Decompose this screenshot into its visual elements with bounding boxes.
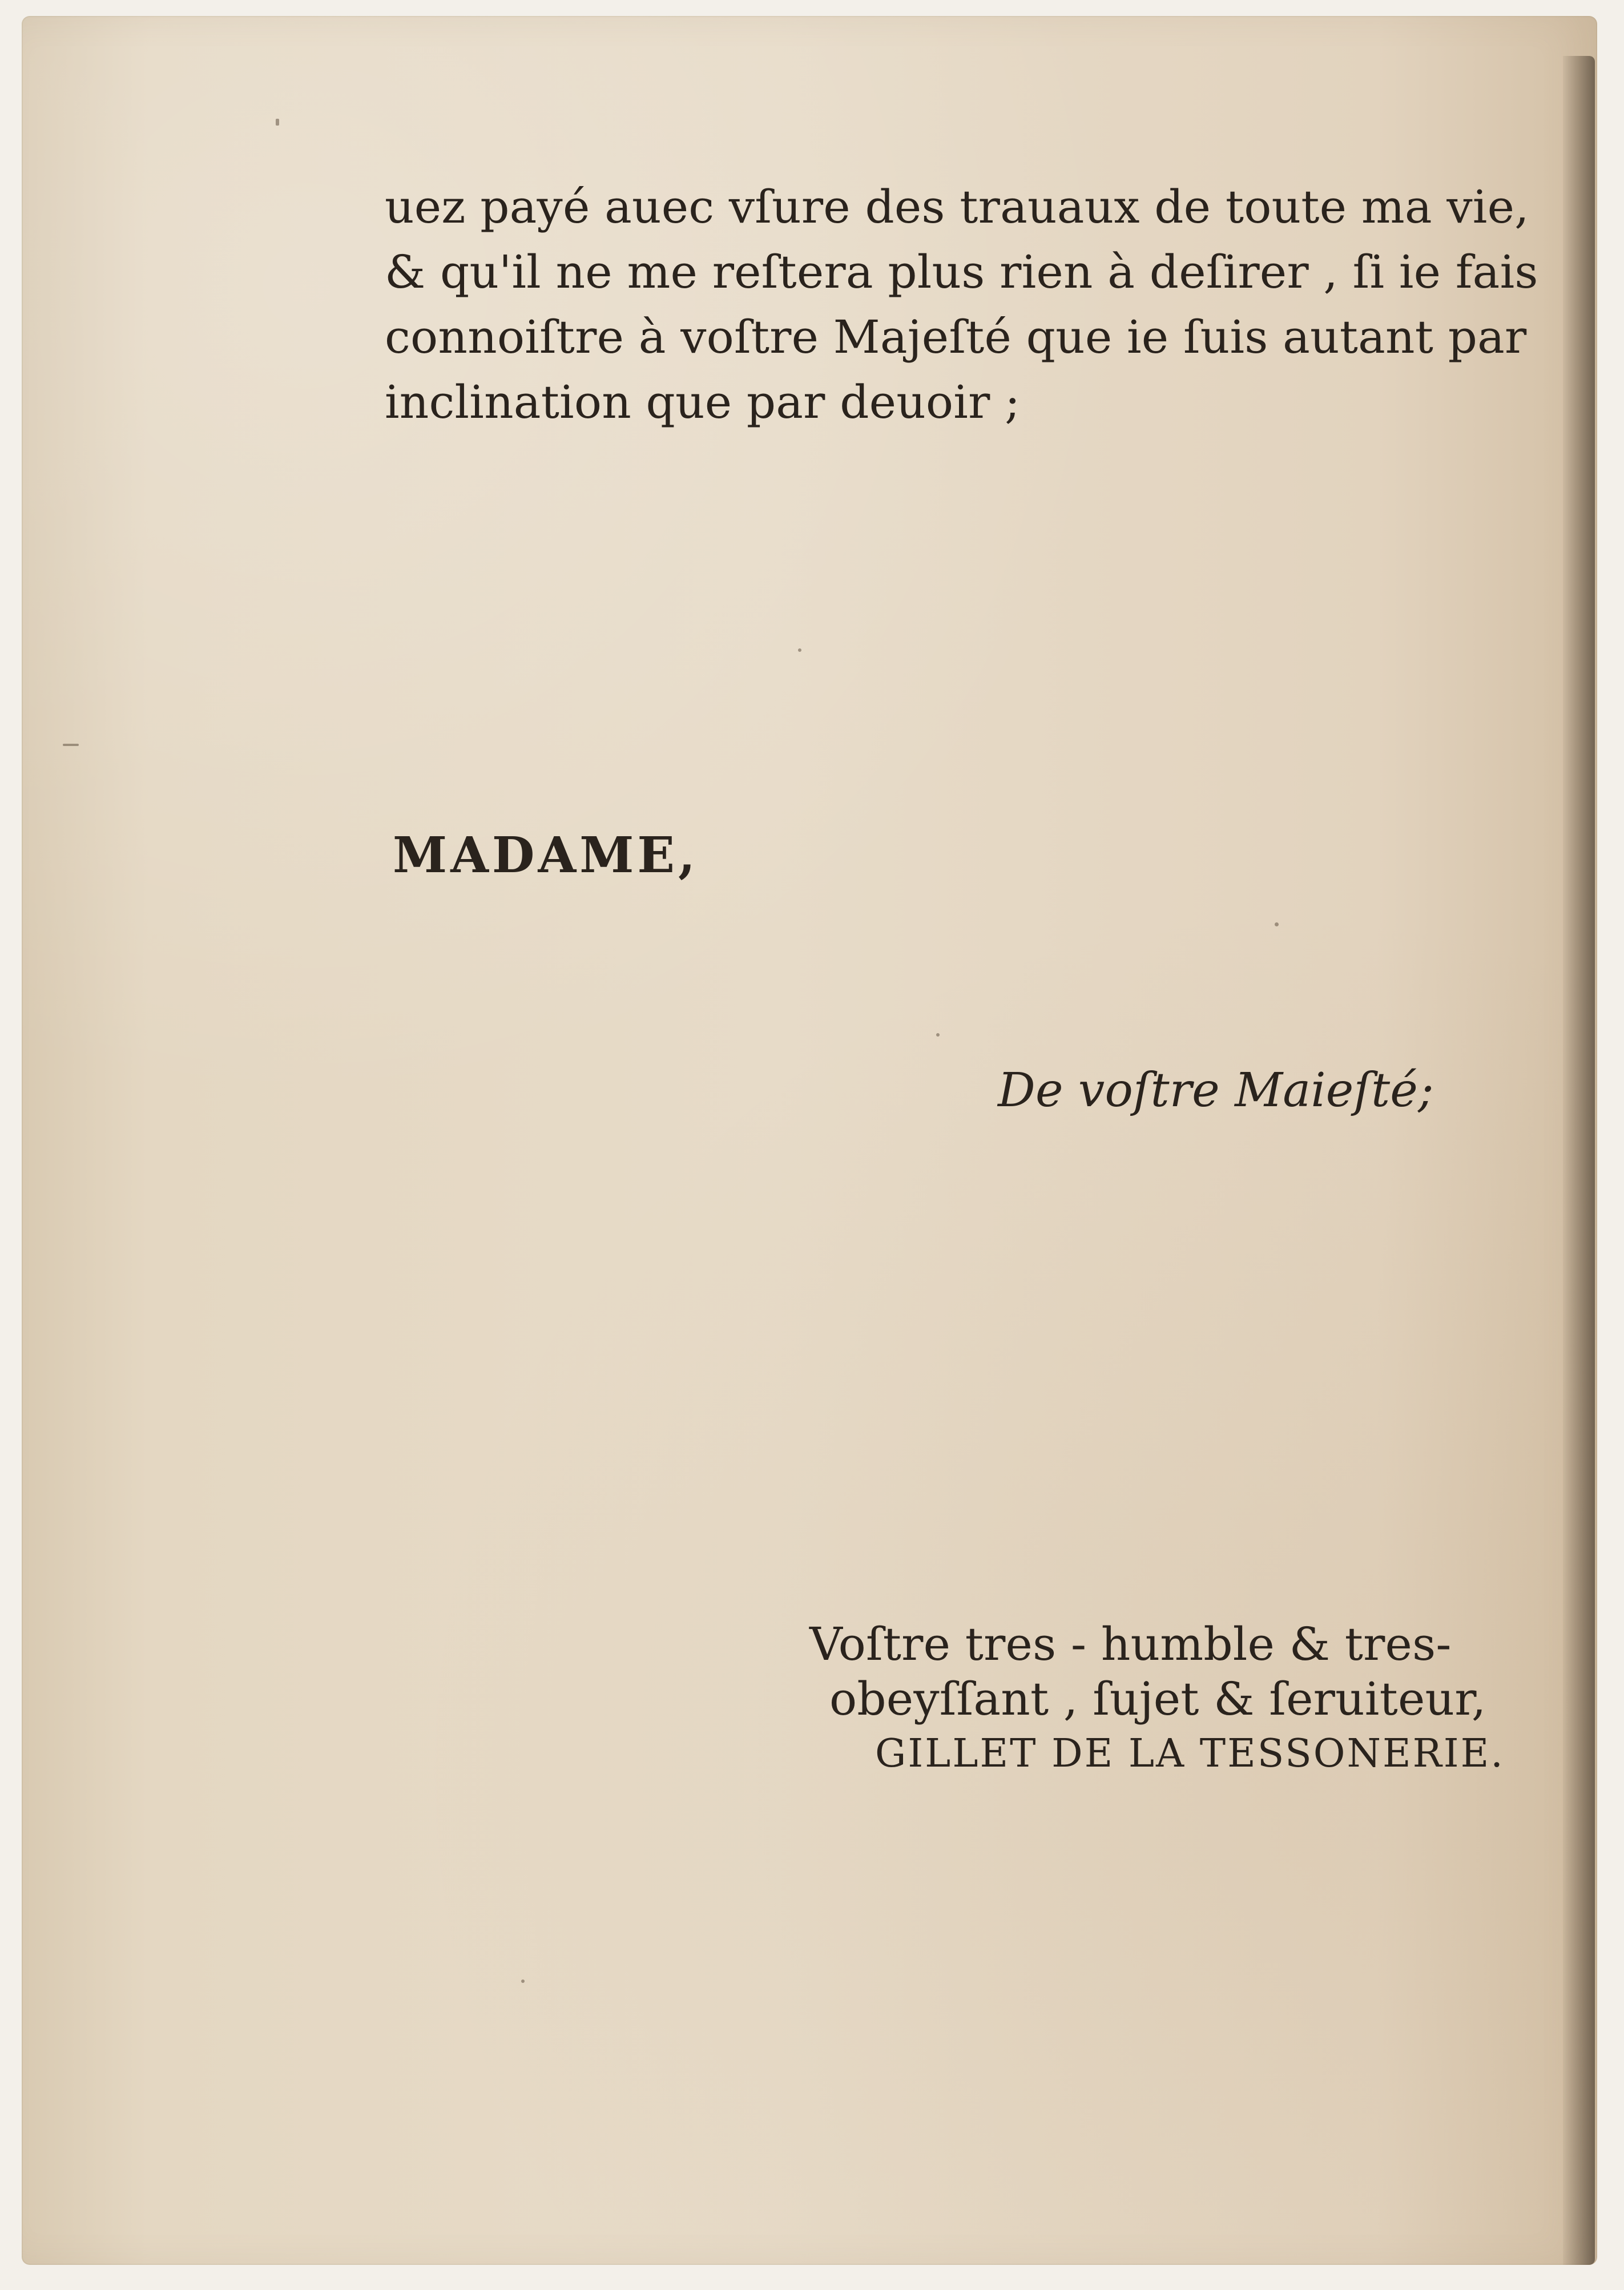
closing-phrase: De voſtre Maieſté; [998,1063,1434,1118]
signature-line-1: Voſtre tres - humble & tres- [809,1618,1452,1671]
signature-line-2: obeyſſant , ſujet & ſeruiteur, [829,1672,1486,1725]
paper-mark [1275,922,1279,926]
paper-mark [936,1033,940,1037]
paper-mark [521,1979,525,1983]
opening-paragraph [385,175,1538,435]
opening-line-3: connoiſtre à voſtre Majeſté que ie ſuis autant par [385,311,1527,364]
book-page [22,16,1597,2265]
paper-mark [63,744,79,746]
page-spine [1563,56,1595,2265]
opening-line-2: & qu'il ne me reſtera plus rien à deſirer , ſi ie fais [385,245,1538,299]
signature-block [809,1617,1529,1781]
opening-line-1: uez payé auec vſure des trauaux de toute ma vie, [385,180,1529,233]
paper-mark [276,119,279,126]
signature-line-3: GILLET DE LA TESSONERIE. [875,1731,1505,1776]
paper-mark [798,648,801,652]
salutation: MADAME, [393,827,699,884]
opening-line-4: inclination que par deuoir ; [385,376,1021,429]
